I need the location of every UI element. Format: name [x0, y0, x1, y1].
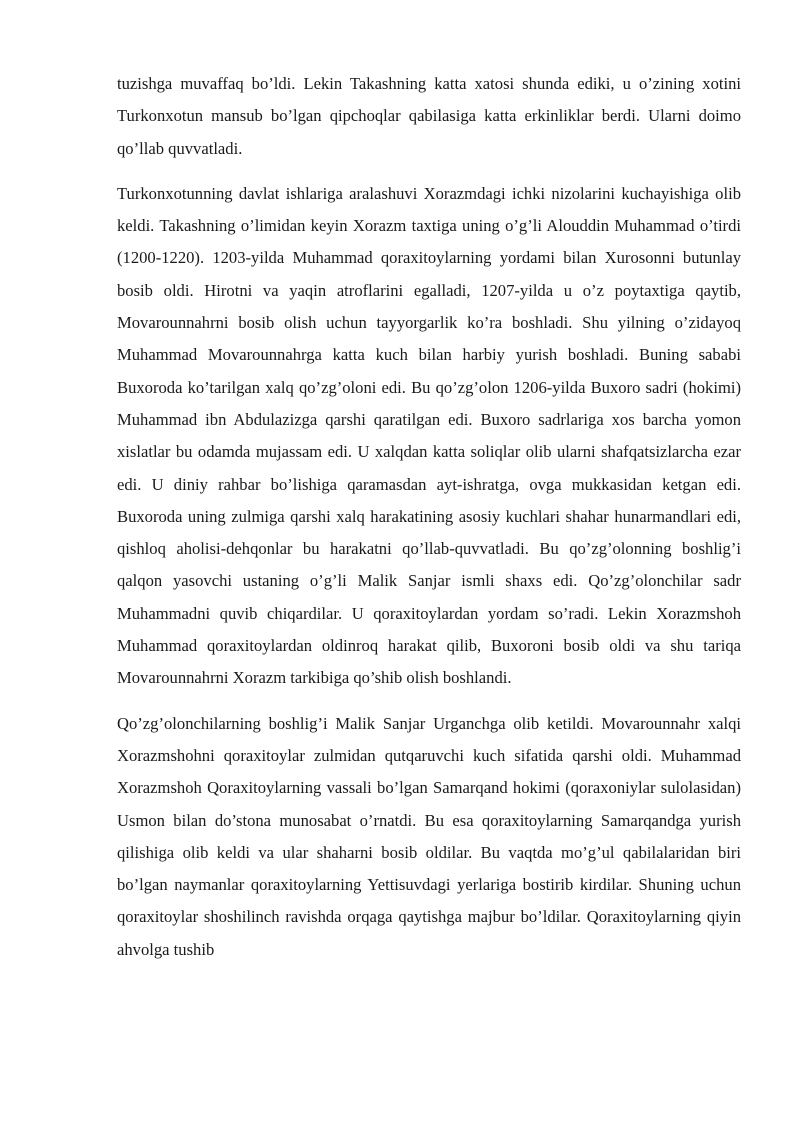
paragraph: Qo’zg’olonchilarning boshlig’i Malik Sanjar Urganchga olib ketildi. Movarounnahr xalqi Xorazmshohni qoraxitoylar zulmidan qutqaruvchi kuch sifatida qarshi oldi. Muhammad Xorazmshoh Qoraxitoylarning vassali bo’lgan Samarqand hokimi (qoraxoniylar sulolasidan) Usmon bilan do’stona munosabat o’rnatdi. Bu esa qoraxitoylarning Samarqandga yurish qilishiga olib keldi va ular shaharni bosib oldilar. Bu vaqtda mo’g’ul qabilalaridan biri bo’lgan naymanlar qoraxitoylarning Yettisuvdagi yerlariga bostirib kirdilar. Shuning uchun qoraxitoylar shoshilinch ravishda orqaga qaytishga majbur bo’ldilar. Qoraxitoylarning qiyin ahvolga tushib [117, 713, 741, 959]
paragraph: Turkonxotunning davlat ishlariga aralashuvi Xorazmdagi ichki nizolarini kuchayishiga olib keldi. Takashning o’limidan keyin Xorazm taxtiga uning o’g’li Alouddin Muhammad o’tirdi (1200-1220). 1203-yilda Muhammad qoraxitoylarning yordami bilan Xurosonni butunlay bosib oldi. Hirotni va yaqin atroflarini egalladi, 1207-yilda u o’z poytaxtiga qaytib, Movarounnahrni bosib olish uchun tayyorgarlik ko’ra boshladi. Shu yilning o’zidayoq Muhammad Movarounnahrga katta kuch bilan harbiy yurish boshladi. Buning sababi Buxoroda ko’tarilgan xalq qo’zg’oloni edi. Bu qo’zg’olon 1206-yilda Buxoro sadri (hokimi) Muhammad ibn Abdulazizga qarshi qaratilgan edi. Buxoro sadrlariga xos barcha yomon xislatlar bu odamda mujassam edi. U xalqdan katta soliqlar olib ularni shafqatsizlarcha ezar edi. U diniy rahbar bo’lishiga qaramasdan ayt-ishratga, ovga mukkasidan ketgan edi. Buxoroda uning zulmiga qarshi xalq harakatining asosiy kuchlari shahar hunarmandlari edi, qishloq aholisi-dehqonlar bu harakatni qo’llab-quvvatladi. Bu qo’zg’olonning boshlig’i qalqon yasovchi ustaning o’g’li Malik Sanjar ismli shaxs edi. Qo’zg’olonchilar sadr Muhammadni quvib chiqardilar. U qoraxitoylardan yordam so’radi. Lekin Xorazmshoh Muhammad qoraxitoylardan oldinroq harakat qilib, Buxoroni bosib oldi va shu tariqa Movarounnahrni Xorazm tarkibiga qo’shib olish boshlandi. [117, 183, 741, 688]
paragraph: tuzishga muvaffaq bo’ldi. Lekin Takashning katta xatosi shunda ediki, u o’zining xotini Turkonxotun mansub bo’lgan qipchoqlar qabilasiga katta erkinliklar berdi. Ularni doimo qo’llab quvvatladi. [117, 74, 741, 158]
document-page [117, 68, 741, 979]
